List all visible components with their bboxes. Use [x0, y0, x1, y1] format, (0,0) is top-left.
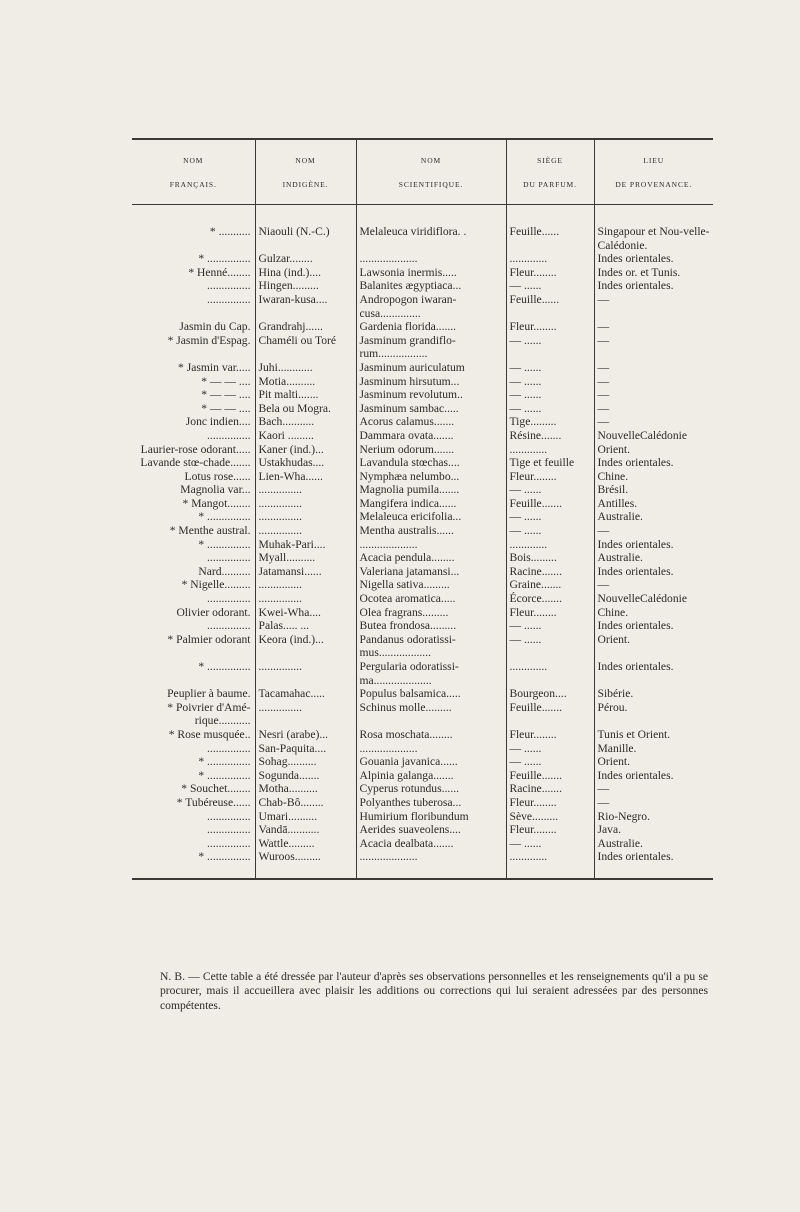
scientific-name-cell: Acacia dealbata.......: [356, 837, 506, 851]
french-name-cell: * — — ....: [201, 374, 251, 388]
french-name-cell: ...............: [207, 809, 251, 823]
scientific-name-cell: Jasminum revolutum..: [356, 388, 506, 402]
scientific-name-cell: Jasminum grandiflo-rum.................: [356, 334, 506, 361]
perfume-seat-cell: — ......: [506, 361, 594, 375]
french-name-cell: Peuplier à baume.: [167, 687, 251, 701]
origin-cell: Indes orientales.: [594, 850, 713, 878]
native-name-cell: Pit malti.......: [255, 388, 356, 402]
perfume-seat-cell: Tige et feuille: [506, 456, 594, 470]
french-name-cell: Lavande stœ-chade.......: [140, 456, 251, 470]
table-row: [132, 687, 713, 701]
header-scientific-name: NOM SCIENTIFIQUE.: [356, 139, 506, 205]
native-name-cell: Jatamansi......: [255, 565, 356, 579]
scientific-name-cell: Acorus calamus.......: [356, 415, 506, 429]
perfume-seat-cell: — ......: [506, 279, 594, 293]
scientific-name-cell: Cyperus rotundus......: [356, 782, 506, 796]
origin-cell: —: [594, 388, 713, 402]
native-name-cell: San-Paquita....: [255, 742, 356, 756]
origin-cell: Manille.: [594, 742, 713, 756]
scientific-name-cell: Butea frondosa.........: [356, 619, 506, 633]
french-name-cell: Jonc indien....: [185, 415, 251, 429]
perfume-seat-cell: — ......: [506, 742, 594, 756]
native-name-cell: Wattle.........: [255, 837, 356, 851]
origin-cell: NouvelleCalédonie: [594, 592, 713, 606]
french-name-cell: * ...............: [198, 537, 251, 551]
origin-cell: Australie.: [594, 551, 713, 565]
origin-cell: Orient.: [594, 633, 713, 660]
native-name-cell: Motha..........: [255, 782, 356, 796]
origin-cell: Indes orientales.: [594, 456, 713, 470]
origin-cell: Orient.: [594, 443, 713, 457]
origin-cell: Indes orientales.: [594, 769, 713, 783]
french-name-cell: Jasmin du Cap.: [179, 320, 251, 334]
table-row: [132, 252, 713, 266]
origin-cell: —: [594, 796, 713, 810]
perfume-seat-cell: Racine.......: [506, 565, 594, 579]
perfume-seat-cell: .............: [506, 538, 594, 552]
french-name-cell: ...............: [207, 428, 251, 442]
french-name-cell: * Tubéreuse......: [176, 795, 251, 809]
origin-cell: Singapour et Nou-velle-Calédonie.: [594, 225, 713, 252]
perfume-seat-cell: Fleur........: [506, 796, 594, 810]
scientific-name-cell: Alpinia galanga.......: [356, 769, 506, 783]
native-name-cell: Hina (ind.)....: [255, 266, 356, 280]
origin-cell: Indes orientales.: [594, 660, 713, 687]
native-name-cell: Gulzar........: [255, 252, 356, 266]
table-row: [132, 470, 713, 484]
scientific-name-cell: Nerium odorum.......: [356, 443, 506, 457]
table-row: [132, 456, 713, 470]
table-row: [132, 443, 713, 457]
native-name-cell: Wuroos.........: [255, 850, 356, 878]
perfume-seat-cell: .............: [506, 660, 594, 687]
scientific-name-cell: ....................: [356, 252, 506, 266]
native-name-cell: Myall..........: [255, 551, 356, 565]
perfume-seat-cell: Graine.......: [506, 578, 594, 592]
native-name-cell: Keora (ind.)...: [255, 633, 356, 660]
origin-cell: Java.: [594, 823, 713, 837]
native-name-cell: Bela ou Mogra.: [255, 402, 356, 416]
native-name-cell: Vandā...........: [255, 823, 356, 837]
french-name-cell: Nard..........: [198, 564, 251, 578]
table-body: [132, 205, 713, 878]
origin-cell: —: [594, 293, 713, 320]
origin-cell: Antilles.: [594, 497, 713, 511]
table-row: [132, 375, 713, 389]
french-name-cell: ...............: [207, 292, 251, 306]
french-name-cell: * Palmier odorant: [167, 632, 251, 646]
table-bottom-rule: [132, 878, 713, 880]
perfume-seat-cell: Feuille......: [506, 225, 594, 252]
header-french-name: NOM FRANÇAIS.: [132, 139, 255, 205]
table-row: [132, 769, 713, 783]
perfume-seat-cell: Écorce.......: [506, 592, 594, 606]
perfume-seat-cell: Résine.......: [506, 429, 594, 443]
perfume-seat-cell: .............: [506, 850, 594, 878]
native-name-cell: Juhi............: [255, 361, 356, 375]
table-row: [132, 755, 713, 769]
perfume-seat-cell: Bourgeon....: [506, 687, 594, 701]
origin-cell: Indes orientales.: [594, 619, 713, 633]
scientific-name-cell: Valeriana jatamansi...: [356, 565, 506, 579]
origin-cell: —: [594, 320, 713, 334]
french-name-cell: Olivier odorant.: [176, 605, 251, 619]
scientific-name-cell: Lawsonia inermis.....: [356, 266, 506, 280]
table-row: [132, 483, 713, 497]
native-name-cell: Sohag..........: [255, 755, 356, 769]
footnote-nb: N. B. — Cette table a été dressée par l'auteur d'après ses observations personnelles et les renseignements qu'il a pu se procurer, mais il accueillera avec plaisir les additions ou corrections qui lui seraient adressées par des personnes compétentes.: [160, 969, 708, 1012]
table-row: [132, 606, 713, 620]
perfume-seat-cell: Fleur........: [506, 470, 594, 484]
perfume-seat-cell: Tige.........: [506, 415, 594, 429]
french-name-cell: * ...............: [198, 252, 251, 266]
french-name-cell: Laurier-rose odorant.....: [140, 442, 251, 456]
origin-cell: —: [594, 578, 713, 592]
perfume-seat-cell: Feuille.......: [506, 497, 594, 511]
table-row: [132, 266, 713, 280]
origin-cell: —: [594, 361, 713, 375]
origin-cell: Sibérie.: [594, 687, 713, 701]
scientific-name-cell: Polyanthes tuberosa...: [356, 796, 506, 810]
perfume-seat-cell: — ......: [506, 619, 594, 633]
origin-cell: —: [594, 782, 713, 796]
perfume-origin-table: [132, 138, 713, 878]
french-name-cell: * Jasmin d'Espag.: [167, 333, 251, 347]
scientific-name-cell: Nigella sativa.........: [356, 578, 506, 592]
table-row: [132, 320, 713, 334]
origin-cell: Pérou.: [594, 701, 713, 728]
table-row: [132, 565, 713, 579]
french-name-cell: ...............: [207, 551, 251, 565]
table-row: [132, 388, 713, 402]
perfume-seat-cell: Feuille......: [506, 293, 594, 320]
french-name-cell: * Jasmin var.....: [178, 360, 251, 374]
origin-cell: Brésil.: [594, 483, 713, 497]
table-row: [132, 361, 713, 375]
scientific-name-cell: Lavandula stœchas....: [356, 456, 506, 470]
scientific-name-cell: Pergularia odoratissi-ma....................: [356, 660, 506, 687]
french-name-cell: * ...........: [209, 225, 251, 238]
table-row: [132, 782, 713, 796]
native-name-cell: Motia..........: [255, 375, 356, 389]
native-name-cell: Chaméli ou Toré: [255, 334, 356, 361]
table-row: [132, 334, 713, 361]
french-name-cell: ...............: [207, 823, 251, 837]
header-perfume-seat: SIÈGE DU PARFUM.: [506, 139, 594, 205]
french-name-cell: * Henné........: [188, 265, 251, 279]
french-name-cell: ...............: [207, 592, 251, 606]
table-row: [132, 578, 713, 592]
table-row: [132, 429, 713, 443]
native-name-cell: Bach...........: [255, 415, 356, 429]
scientific-name-cell: Magnolia pumila.......: [356, 483, 506, 497]
table-row: [132, 538, 713, 552]
perfume-seat-cell: Fleur........: [506, 320, 594, 334]
french-name-cell: * Mangot........: [182, 496, 251, 510]
french-name-cell: * Nigelle.........: [181, 578, 251, 592]
scientific-name-cell: Aerides suaveolens....: [356, 823, 506, 837]
native-name-cell: Palas..... ...: [255, 619, 356, 633]
scientific-name-cell: Gardenia florida.......: [356, 320, 506, 334]
table-row: [132, 619, 713, 633]
native-name-cell: Nesri (arabe)...: [255, 728, 356, 742]
scientific-name-cell: Nymphæa nelumbo...: [356, 470, 506, 484]
perfume-seat-cell: .............: [506, 443, 594, 457]
native-name-cell: Hingen.........: [255, 279, 356, 293]
french-name-cell: * — — ....: [201, 388, 251, 402]
table-row: [132, 510, 713, 524]
origin-cell: NouvelleCalédonie: [594, 429, 713, 443]
french-name-cell: * ...............: [198, 660, 251, 673]
table-row: [132, 837, 713, 851]
native-name-cell: Sogunda.......: [255, 769, 356, 783]
origin-cell: Chine.: [594, 606, 713, 620]
native-name-cell: Grandrahj......: [255, 320, 356, 334]
header-native-name: NOM INDIGÈNE.: [255, 139, 356, 205]
native-name-cell: Lien-Wha......: [255, 470, 356, 484]
origin-cell: Indes orientales.: [594, 565, 713, 579]
scientific-name-cell: Balanites ægyptiaca...: [356, 279, 506, 293]
table-row: [132, 402, 713, 416]
perfume-seat-cell: — ......: [506, 633, 594, 660]
native-name-cell: Umari..........: [255, 810, 356, 824]
perfume-seat-cell: Feuille.......: [506, 769, 594, 783]
native-name-cell: Ustakhudas....: [255, 456, 356, 470]
table-row: [132, 742, 713, 756]
table-row: [132, 225, 713, 252]
native-name-cell: ...............: [255, 592, 356, 606]
perfume-seat-cell: Racine.......: [506, 782, 594, 796]
table-row: [132, 633, 713, 660]
scientific-name-cell: Olea fragrans.........: [356, 606, 506, 620]
french-name-cell: * ...............: [198, 850, 251, 864]
perfume-table-wrapper: [132, 138, 713, 880]
table-row: [132, 551, 713, 565]
scientific-name-cell: Rosa moschata........: [356, 728, 506, 742]
french-name-cell: * ...............: [198, 510, 251, 524]
table-row: [132, 728, 713, 742]
table-row: [132, 279, 713, 293]
origin-cell: —: [594, 402, 713, 416]
french-name-cell: * ...............: [198, 768, 251, 782]
table-row: [132, 497, 713, 511]
french-name-cell: * — — ....: [201, 401, 251, 415]
perfume-seat-cell: Fleur........: [506, 606, 594, 620]
french-name-cell: ...............: [207, 836, 251, 850]
scientific-name-cell: Dammara ovata.......: [356, 429, 506, 443]
table-row: [132, 524, 713, 538]
perfume-seat-cell: — ......: [506, 375, 594, 389]
french-name-cell: * Poivrier d'Amé-rique...........: [167, 700, 251, 728]
native-name-cell: ...............: [255, 701, 356, 728]
scientific-name-cell: Gouania javanica......: [356, 755, 506, 769]
perfume-seat-cell: Fleur........: [506, 266, 594, 280]
native-name-cell: ...............: [255, 524, 356, 538]
french-name-cell: Magnolia var...: [180, 483, 251, 497]
table-row: [132, 810, 713, 824]
french-name-cell: * Souchet........: [181, 782, 251, 796]
native-name-cell: Muhak-Pari....: [255, 538, 356, 552]
perfume-seat-cell: — ......: [506, 388, 594, 402]
native-name-cell: ...............: [255, 578, 356, 592]
french-name-cell: ...............: [207, 279, 251, 293]
scientific-name-cell: Mangifera indica......: [356, 497, 506, 511]
origin-cell: Rio-Negro.: [594, 810, 713, 824]
origin-cell: Australie.: [594, 837, 713, 851]
native-name-cell: Tacamahac.....: [255, 687, 356, 701]
scientific-name-cell: Populus balsamica.....: [356, 687, 506, 701]
scientific-name-cell: Jasminum auriculatum: [356, 361, 506, 375]
native-name-cell: Kaori .........: [255, 429, 356, 443]
scientific-name-cell: Acacia pendula........: [356, 551, 506, 565]
french-name-cell: Lotus rose......: [184, 469, 251, 483]
table-header: [132, 139, 713, 205]
scientific-name-cell: Jasminum hirsutum...: [356, 375, 506, 389]
scientific-name-cell: Jasminum sambac.....: [356, 402, 506, 416]
origin-cell: Indes or. et Tunis.: [594, 266, 713, 280]
french-name-cell: ...............: [207, 619, 251, 633]
origin-cell: Indes orientales.: [594, 279, 713, 293]
perfume-seat-cell: — ......: [506, 755, 594, 769]
perfume-seat-cell: Sève.........: [506, 810, 594, 824]
origin-cell: Orient.: [594, 755, 713, 769]
scientific-name-cell: ....................: [356, 742, 506, 756]
perfume-seat-cell: — ......: [506, 402, 594, 416]
native-name-cell: Kwei-Wha....: [255, 606, 356, 620]
perfume-seat-cell: Bois.........: [506, 551, 594, 565]
table-row: [132, 415, 713, 429]
french-name-cell: ...............: [207, 741, 251, 755]
table-row: [132, 850, 713, 878]
scientific-name-cell: Schinus molle.........: [356, 701, 506, 728]
origin-cell: —: [594, 524, 713, 538]
scientific-name-cell: ....................: [356, 850, 506, 878]
scientific-name-cell: ....................: [356, 538, 506, 552]
native-name-cell: ...............: [255, 660, 356, 687]
scientific-name-cell: Melaleuca viridiflora. .: [356, 225, 506, 252]
scientific-name-cell: Humirium floribundum: [356, 810, 506, 824]
scientific-name-cell: Andropogon iwaran-cusa..............: [356, 293, 506, 320]
scientific-name-cell: Ocotea aromatica.....: [356, 592, 506, 606]
perfume-seat-cell: — ......: [506, 510, 594, 524]
scientific-name-cell: Mentha australis......: [356, 524, 506, 538]
french-name-cell: * Menthe austral.: [169, 524, 251, 538]
perfume-seat-cell: — ......: [506, 524, 594, 538]
origin-cell: Chine.: [594, 470, 713, 484]
scientific-name-cell: Melaleuca ericifolia...: [356, 510, 506, 524]
perfume-seat-cell: Feuille.......: [506, 701, 594, 728]
native-name-cell: Kaner (ind.)...: [255, 443, 356, 457]
perfume-seat-cell: — ......: [506, 483, 594, 497]
origin-cell: —: [594, 415, 713, 429]
perfume-seat-cell: Fleur........: [506, 728, 594, 742]
french-name-cell: * ...............: [198, 755, 251, 769]
header-origin: LIEU DE PROVENANCE.: [594, 139, 713, 205]
scientific-name-cell: Pandanus odoratissi-mus..................: [356, 633, 506, 660]
native-name-cell: ...............: [255, 483, 356, 497]
native-name-cell: ...............: [255, 510, 356, 524]
perfume-seat-cell: — ......: [506, 334, 594, 361]
origin-cell: Tunis et Orient.: [594, 728, 713, 742]
table-row: [132, 823, 713, 837]
perfume-seat-cell: Fleur........: [506, 823, 594, 837]
origin-cell: Indes orientales.: [594, 252, 713, 266]
native-name-cell: Niaouli (N.-C.): [255, 225, 356, 252]
origin-cell: Indes orientales.: [594, 538, 713, 552]
table-row: [132, 293, 713, 320]
native-name-cell: Chab-Bô........: [255, 796, 356, 810]
origin-cell: —: [594, 375, 713, 389]
native-name-cell: ...............: [255, 497, 356, 511]
french-name-cell: * Rose musquée..: [168, 727, 251, 741]
table-row: [132, 796, 713, 810]
origin-cell: —: [594, 334, 713, 361]
perfume-seat-cell: .............: [506, 252, 594, 266]
table-row: [132, 660, 713, 687]
native-name-cell: Iwaran-kusa....: [255, 293, 356, 320]
origin-cell: Australie.: [594, 510, 713, 524]
table-row: [132, 592, 713, 606]
perfume-seat-cell: — ......: [506, 837, 594, 851]
table-row: [132, 701, 713, 728]
